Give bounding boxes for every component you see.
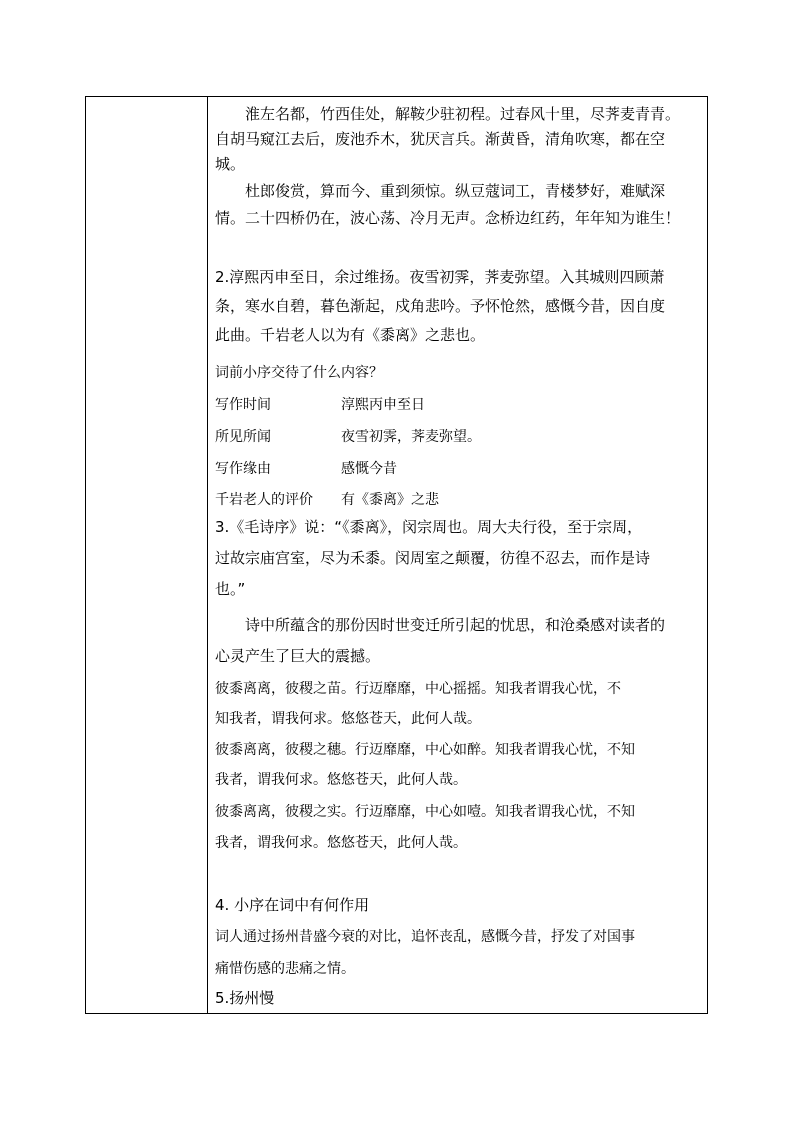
question-2: 词前小序交待了什么内容？ [215,365,383,381]
info-row [215,395,425,415]
info-value: 夜雪初霁，荠麦弥望。 [341,429,481,445]
shuli-line: 我者，谓我何求。悠悠苍天，此何人哉。 [215,835,467,851]
shuli-line: 知我者，谓我何求。悠悠苍天，此何人哉。 [215,711,481,727]
answer-4-line: 痛惜伤感的悲痛之情。 [215,961,355,977]
preface-line: 此曲。千岩老人以为有《黍离》之悲也。 [215,326,486,344]
question-4: 4. 小序在词中有何作用 [215,896,370,914]
maoshi-line: 过故宗庙宫室，尽为禾黍。闵周室之颠覆，彷徨不忍去，而作是诗 [215,549,651,567]
info-key: 写作缘由 [215,461,271,477]
info-row [215,459,397,479]
maoshi-line: 诗中所蕴含的那份因时世变迁所引起的忧思，和沧桑感对读者的 [245,616,666,634]
poem-line: 城。 [215,155,246,173]
content-table [85,96,708,1014]
maoshi-line: 心灵产生了巨大的震撼。 [215,647,381,665]
maoshi-line: 也。” [215,580,246,598]
shuli-line: 彼黍离离，彼稷之实。行迈靡靡，中心如噎。知我者谓我心忧，不知 [215,804,635,820]
info-key: 写作时间 [215,397,271,413]
preface-line: 2.淳熙丙申至日，余过维扬。夜雪初霁，荠麦弥望。入其城则四顾萧 [215,268,665,286]
poem-line: 杜郎俊赏，算而今、重到须惊。纵豆蔻词工，青楼梦好，难赋深 [245,182,666,200]
poem-line: 情。二十四桥仍在，波心荡、冷月无声。念桥边红药，年年知为谁生！ [215,209,681,227]
preface-line: 条，寒水自碧，暮色渐起，戍角悲吟。予怀怆然，感慨今昔，因自度 [215,297,666,315]
info-key: 千岩老人的评价 [215,492,313,508]
info-key: 所见所闻 [215,429,271,445]
content-cell [208,97,707,1013]
info-value: 感慨今昔 [341,461,397,477]
shuli-line: 彼黍离离，彼稷之苗。行迈靡靡，中心摇摇。知我者谓我心忧，不 [215,681,621,697]
section-5-title: 5.扬州慢 [215,989,275,1007]
info-row [215,490,439,510]
shuli-line: 我者，谓我何求。悠悠苍天，此何人哉。 [215,772,467,788]
answer-4-line: 词人通过扬州昔盛今衰的对比，追怀丧乱，感慨今昔，抒发了对国事 [215,929,635,945]
info-value: 淳熙丙申至日 [341,397,425,413]
maoshi-line: 3.《毛诗序》说：“《黍离》，闵宗周也。周大夫行役，至于宗周， [215,518,643,536]
info-value: 有《黍离》之悲 [341,492,439,508]
info-row [215,427,481,447]
shuli-line: 彼黍离离，彼稷之穗。行迈靡靡，中心如醉。知我者谓我心忧，不知 [215,742,635,758]
poem-line: 淮左名都，竹西佳处，解鞍少驻初程。过春风十里，尽荠麦青青。 [245,105,681,123]
poem-line: 自胡马窥江去后，废池乔木，犹厌言兵。渐黄昏，清角吹寒，都在空 [215,130,666,148]
